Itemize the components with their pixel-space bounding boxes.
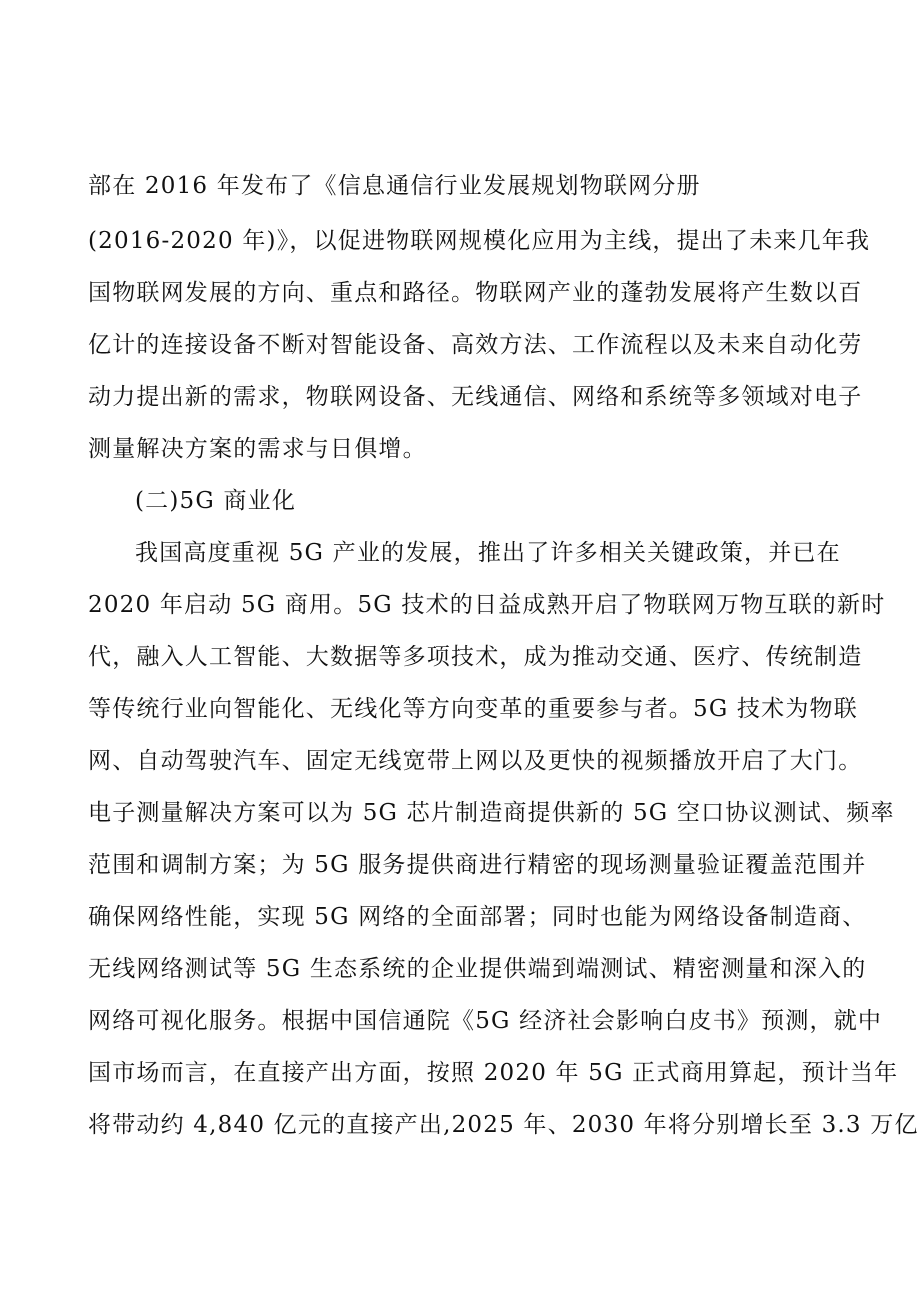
text-line: 我国高度重视 5G 产业的发展，推出了许多相关关键政策，并已在 <box>135 540 841 566</box>
text-line: 范围和调制方案；为 5G 服务提供商进行精密的现场测量验证覆盖范围并 <box>88 852 867 878</box>
text-line: 测量解决方案的需求与日俱增。 <box>88 436 427 462</box>
section-heading: (二)5G 商业化 <box>135 488 297 514</box>
text-line: 动力提出新的需求，物联网设备、无线通信、网络和系统等多领域对电子 <box>88 384 863 410</box>
text-line: 代，融入人工智能、大数据等多项技术，成为推动交通、医疗、传统制造 <box>88 644 863 670</box>
text-line: 网、自动驾驶汽车、固定无线宽带上网以及更快的视频播放开启了大门。 <box>88 748 863 774</box>
text-line: 将带动约 4,840 亿元的直接产出,2025 年、2030 年将分别增长至 3.3 万亿 <box>88 1112 919 1138</box>
text-line: 等传统行业向智能化、无线化等方向变革的重要参与者。5G 技术为物联 <box>88 696 858 722</box>
text-line: 国市场而言，在直接产出方面，按照 2020 年 5G 正式商用算起，预计当年 <box>88 1060 899 1086</box>
text-line: 无线网络测试等 5G 生态系统的企业提供端到端测试、精密测量和深入的 <box>88 956 867 982</box>
text-line: (2016-2020 年)》，以促进物联网规模化应用为主线，提出了未来几年我 <box>88 228 871 254</box>
text-line: 电子测量解决方案可以为 5G 芯片制造商提供新的 5G 空口协议测试、频率 <box>88 800 895 826</box>
text-line: 国物联网发展的方向、重点和路径。物联网产业的蓬勃发展将产生数以百 <box>88 280 863 306</box>
text-line: 网络可视化服务。根据中国信通院《5G 经济社会影响白皮书》预测，就中 <box>88 1008 883 1034</box>
text-line: 部在 2016 年发布了《信息通信行业发展规划物联网分册 <box>88 173 701 199</box>
text-line: 2020 年启动 5G 商用。5G 技术的日益成熟开启了物联网万物互联的新时 <box>88 592 886 618</box>
text-line: 亿计的连接设备不断对智能设备、高效方法、工作流程以及未来自动化劳 <box>88 332 863 358</box>
text-line: 确保网络性能，实现 5G 网络的全面部署；同时也能为网络设备制造商、 <box>88 904 867 930</box>
